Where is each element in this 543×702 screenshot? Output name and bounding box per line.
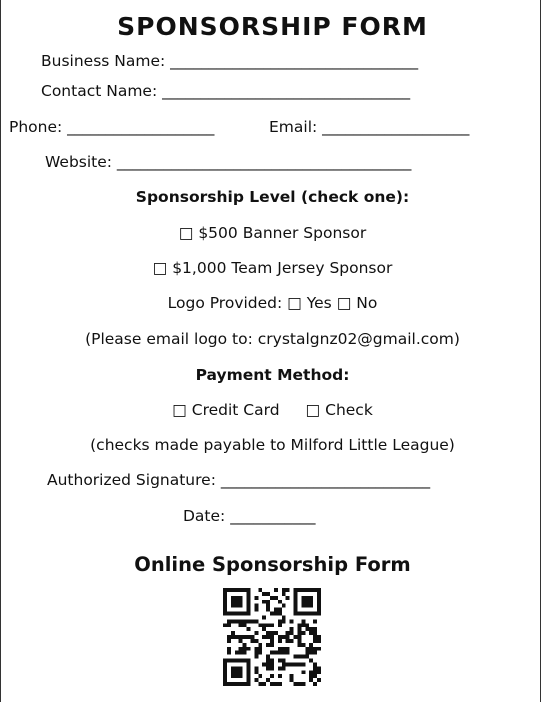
sponsorship-level-heading: Sponsorship Level (check one): <box>135 188 410 206</box>
business-name-field[interactable]: Business Name: ________________________________ <box>41 52 419 70</box>
website-field[interactable]: Website: ______________________________________ <box>45 153 412 171</box>
form-title: SPONSORSHIP FORM <box>117 12 428 41</box>
check-option[interactable]: □ Check <box>305 401 373 419</box>
contact-name-field[interactable]: Contact Name: ________________________________ <box>41 82 411 100</box>
banner-sponsor-option[interactable]: □ $500 Banner Sponsor <box>178 224 367 242</box>
logo-email-note: (Please email logo to: crystalgnz02@gmail.com) <box>85 330 460 348</box>
logo-provided-option[interactable]: Logo Provided: □ Yes □ No <box>167 294 378 312</box>
payment-method-heading: Payment Method: <box>195 366 350 384</box>
phone-field[interactable]: Phone: ___________________ <box>9 118 215 136</box>
email-field[interactable]: Email: ___________________ <box>269 118 470 136</box>
qr-code-icon[interactable] <box>223 588 321 686</box>
payment-options <box>1 400 543 420</box>
signature-field[interactable]: Authorized Signature: ___________________________ <box>47 471 431 489</box>
credit-card-option[interactable]: □ Credit Card <box>172 401 280 419</box>
date-field[interactable]: Date: ___________ <box>183 507 316 525</box>
online-form-heading: Online Sponsorship Form <box>134 553 411 576</box>
jersey-sponsor-option[interactable]: □ $1,000 Team Jersey Sponsor <box>152 259 393 277</box>
checks-payable-note: (checks made payable to Milford Little League) <box>90 436 455 454</box>
